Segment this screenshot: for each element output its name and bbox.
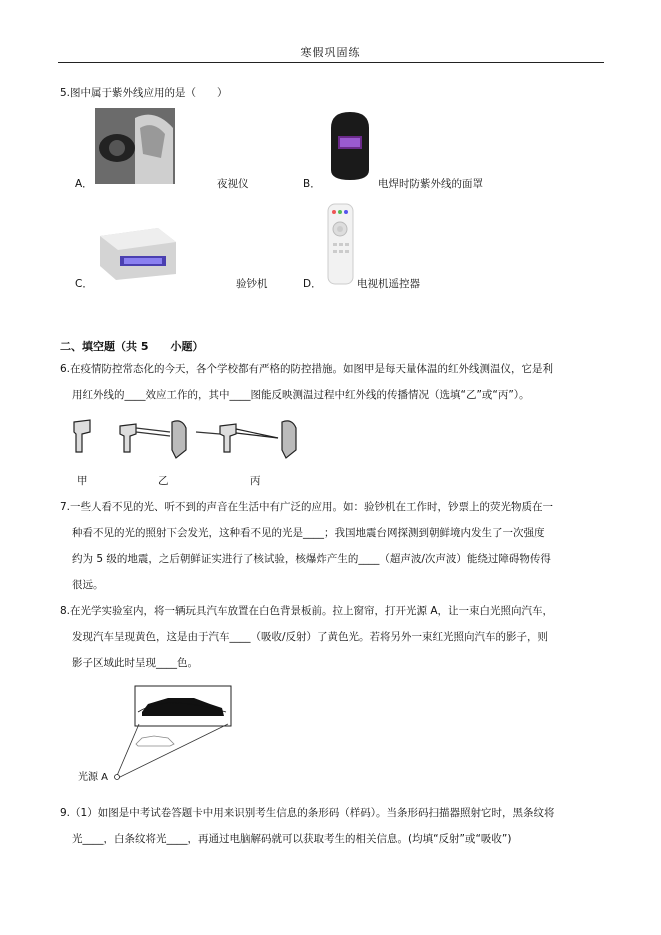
tv-remote-photo (327, 203, 354, 285)
thermometer-figure (70, 412, 220, 468)
figure-label-bing: 丙 (250, 475, 261, 487)
header-rule (58, 62, 604, 63)
q7-line-3: 约为 5 级的地震，之后朝鲜证实进行了核试验，核爆炸产生的____（超声波/次声波）能绕过障碍物传得 (72, 553, 551, 565)
q8-line-2: 发现汽车呈现黄色，这是由于汽车____（吸收/反射）了黄色光。若将另外一束红光照向汽车的影子，则 (72, 631, 549, 643)
figure-label-yi: 乙 (158, 475, 169, 487)
q5-option-c-caption: 验钞机 (236, 278, 268, 290)
night-vision-photo (95, 108, 175, 184)
q5-option-d-caption: 电视机遥控器 (357, 278, 420, 290)
q9-line-1: 9.（1）如图是中考试卷答题卡中用来识别考生信息的条形码（样码）。当条形码扫描器照射它时，黑条纹将 (60, 807, 555, 819)
welding-mask-photo (325, 110, 375, 182)
q5-option-a-caption: 夜视仪 (217, 178, 249, 190)
q8-line-3: 影子区域此时呈现____色。 (72, 657, 198, 669)
page-header: 寒假巩固练 (300, 46, 361, 59)
q5-option-a-letter: A． (75, 178, 93, 190)
q7-line-4: 很远。 (72, 579, 104, 591)
thermometer-figure-c (218, 412, 318, 468)
q5-stem: 5.图中属于紫外线应用的是（ ） (60, 87, 228, 99)
q8-line-1: 8.在光学实验室内，将一辆玩具汽车放置在白色背景板前。拉上窗帘，打开光源 A，让一束白光照向汽车， (60, 605, 554, 617)
q5-option-b-letter: B． (303, 178, 321, 190)
figure-label-jia: 甲 (77, 475, 88, 487)
q7-line-1: 7.一些人看不见的光、听不到的声音在生活中有广泛的应用。如：验钞机在工作时，钞票上的荧光物质在一 (60, 501, 554, 513)
car-shadow-figure (76, 682, 236, 780)
q9-line-2: 光____，白条纹将光____，再通过电脑解码就可以获取考生的相关信息。(均填“反射”或“吸收”) (72, 833, 512, 845)
q6-line-1: 6.在疫情防控常态化的今天，各个学校都有严格的防控措施。如图甲是每天量体温的红外线测温仪，它是利 (60, 363, 554, 375)
q5-option-c-letter: C． (75, 278, 93, 290)
q5-option-d-letter: D． (303, 278, 322, 290)
light-source-label: 光源 A (78, 772, 109, 783)
q7-line-2: 种看不见的光的照射下会发光，这种看不见的光是____；我国地震台网探测到朝鲜境内发生了一次强度 (72, 527, 545, 539)
money-detector-photo (96, 222, 178, 282)
q5-option-b-caption: 电焊时防紫外线的面罩 (378, 178, 483, 190)
q6-line-2: 用红外线的____效应工作的，其中____图能反映测温过程中红外线的传播情况（选填“乙”或“丙”）。 (72, 389, 530, 401)
section-2-title: 二、填空题（共 5 小题） (60, 340, 204, 353)
